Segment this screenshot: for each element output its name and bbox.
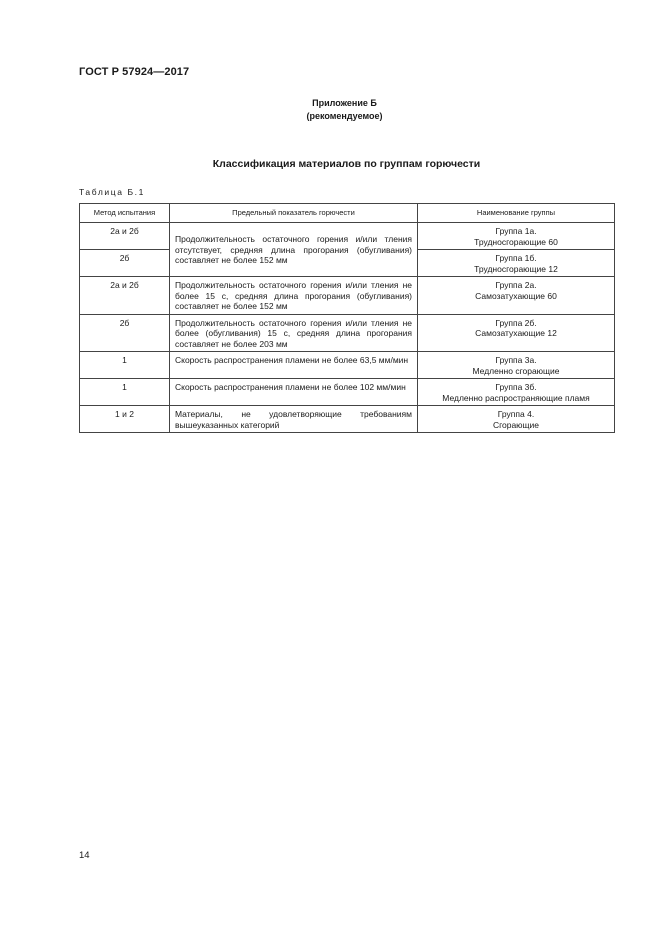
table-row [80, 223, 615, 250]
method-cell: 2а и 2б [80, 277, 170, 315]
method-cell: 1 [80, 379, 170, 406]
indicator-cell: Материалы, не удовлетворяющие требованиям вышеуказанных категорий [170, 406, 418, 433]
table-label: Таблица Б.1 [79, 187, 145, 197]
method-cell: 2а и 2б [80, 223, 170, 250]
group-cell [418, 352, 615, 379]
group-description: Медленно распространяющие пламя [442, 392, 590, 403]
table-row [80, 379, 615, 406]
method-cell: 2б [80, 314, 170, 352]
column-header-indicator: Предельный показатель горючести [170, 204, 418, 223]
group-description: Самозатухающие 12 [475, 328, 557, 338]
group-name: Группа 2а. [495, 280, 537, 290]
group-cell [418, 379, 615, 406]
group-description: Самозатухающие 60 [475, 290, 557, 301]
group-name: Группа 3б. [495, 382, 537, 392]
group-cell [418, 250, 615, 277]
group-name: Группа 1а. [495, 226, 537, 236]
document-code: ГОСТ Р 57924—2017 [79, 66, 190, 78]
group-name: Группа 4. [497, 409, 535, 419]
method-cell: 1 [80, 352, 170, 379]
indicator-cell: Продолжительность остаточного горения и/или тления не более 15 с, средняя длина прогорания (обугливания) составляет не более 152 мм [170, 277, 418, 315]
page-number: 14 [79, 850, 90, 861]
group-cell [418, 277, 615, 315]
method-cell: 1 и 2 [80, 406, 170, 433]
table-header-row [80, 204, 615, 223]
table-row [80, 277, 615, 315]
table-row [80, 406, 615, 433]
group-name: Группа 3а. [495, 355, 537, 365]
annex-heading [0, 97, 661, 123]
group-description: Медленно сгорающие [472, 365, 560, 376]
indicator-cell: Продолжительность остаточного горения и/или тления отсутствует, средняя длина прогорания (обугливания) составляет не более 152 мм [170, 223, 418, 277]
group-cell [418, 406, 615, 433]
flammability-table [79, 203, 615, 433]
annex-status: (рекомендуемое) [306, 111, 383, 121]
group-description: Трудносгорающие 12 [474, 263, 558, 274]
column-header-group: Наименование группы [418, 204, 615, 223]
section-title: Классификация материалов по группам горючести [212, 158, 481, 170]
table-row [80, 314, 615, 352]
indicator-cell: Скорость распространения пламени не более 63,5 мм/мин [170, 352, 418, 379]
indicator-cell: Продолжительность остаточного горения и/или тления не более (обугливания) 15 с, средняя длина прогорания составляет не более 203 мм [170, 314, 418, 352]
group-cell [418, 314, 615, 352]
group-cell [418, 223, 615, 250]
indicator-cell: Скорость распространения пламени не более 102 мм/мин [170, 379, 418, 406]
annex-title: Приложение Б [312, 98, 377, 108]
group-name: Группа 2б. [495, 317, 537, 328]
group-name: Группа 1б. [495, 253, 537, 263]
table-row [80, 352, 615, 379]
method-cell: 2б [80, 250, 170, 277]
group-description: Сгорающие [492, 419, 540, 430]
group-description: Трудносгорающие 60 [474, 236, 558, 247]
column-header-method: Метод испытания [80, 204, 170, 223]
